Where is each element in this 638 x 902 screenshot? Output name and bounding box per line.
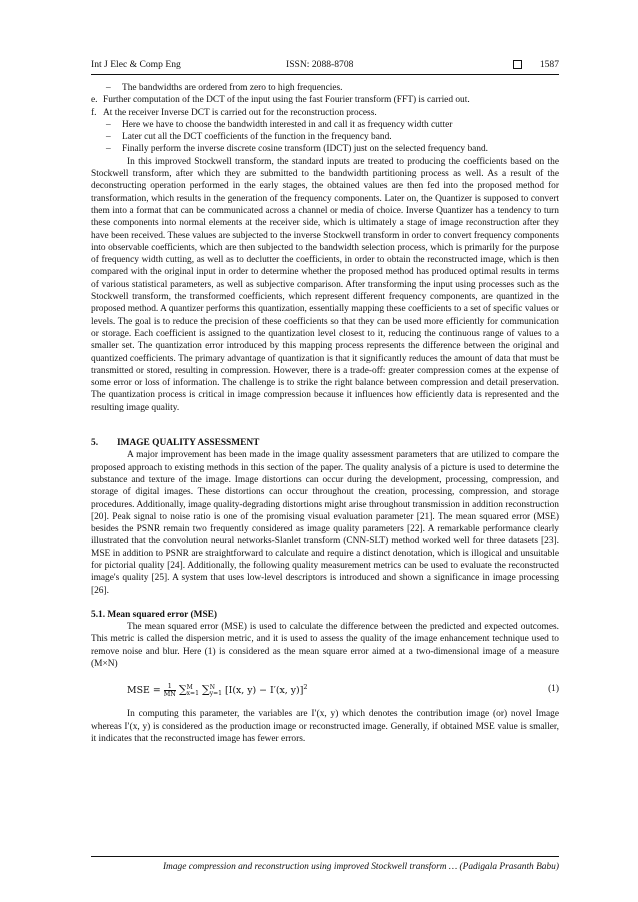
list-item — [91, 82, 559, 94]
list-item-text: Here we have to choose the bandwidth interested in and call it as frequency width cutter — [122, 119, 453, 130]
paragraph-mse: The mean squared error (MSE) is used to calculate the difference between the predicted and expected outcomes. This metric is called the dispersion metric, and it is used to assess the quality of the image enhancement technique used to remove noise and blur. Here (1) is considered as the mean square error aimed at a two-dimensional image of a measure (M×N) — [91, 622, 559, 670]
section-heading — [91, 437, 559, 449]
eq-sum-2: ∑ — [201, 683, 210, 697]
eq-sum-1-sup: M — [186, 683, 193, 691]
square-outline-icon — [513, 60, 522, 69]
eq-sum-2-sup: N — [209, 683, 215, 691]
item-text: At the receiver Inverse DCT is carried out for the reconstruction process. — [103, 107, 377, 118]
list-item — [91, 143, 559, 155]
footer-rule — [91, 856, 559, 857]
list-item-text: The bandwidths are ordered from zero to high frequencies. — [122, 83, 343, 93]
running-header — [91, 59, 559, 73]
equation-1 — [91, 676, 559, 702]
issn: ISSN: 2088-8708 — [286, 59, 354, 70]
page-number: 1587 — [539, 59, 559, 70]
item-label: f. — [91, 107, 97, 118]
header-right — [513, 59, 559, 70]
eq-sum-1: ∑ — [178, 683, 187, 697]
header-rule — [91, 74, 559, 75]
subsection-heading: 5.1. Mean squared error (MSE) — [91, 609, 218, 620]
eq-lhs: MSE = — [127, 685, 164, 697]
list-dash: – — [106, 119, 111, 130]
list-item-text: Finally perform the inverse discrete cosine transform (IDCT) just on the selected frequency band. — [122, 144, 489, 155]
paragraph-stockwell: In this improved Stockwell transform, the standard inputs are treated to producing the coefficients based on the Stockwell transform, after which they are submitted to the bandwidth partitioning process as well. As a result of the deconstructing operation performed in the early stages, the obtained values are then fed into the proposed method for transformation, which results in the generation of the frequency components. Later on, the Quantizer is supposed to convert them into a format that can be communicated across a channel or media of choice. Inverse Quantizer has a tendency to turn these components into normal elements at the receiver side, which is ultimately a stage of image reconstruction after they have been received. These values are subjected to the inverse Stockwell transform in order to convert frequency components into observable coefficients, which are then subjected to the bandwidth selection process, which is primarily for the purpose of frequency width cutting, as well as to declutter the coefficients, in order to obtain the reconstructed image, which is then compared with the original input in order to determine whether the proposed method has produced optimal results in terms of various statistical parameters, as well as subjective comparison. After transforming the input using processes such as the Stockwell transform, the transformed coefficients, which represent different frequency components, are quantized in the proposed method. A quantizer performs this quantization, essentially mapping these coefficients to a set of specific values or levels. The goal is to reduce the precision of these coefficients so that they can be used more efficiently for communication or storage. Each coefficient is assigned to the quantization level closest to it, reducing the continuous range of values to a smaller set. The quantization error introduced by this mapping process represents the difference between the original and quantized coefficients. The primary advantage of quantization is that it significantly reduces the amount of data that must be transmitted or stored, resulting in compression. However, there is a trade-off: greater compression comes at the expense of some error or loss of information. The challenge is to strike the right balance between compression and detail preservation. The quantization process is critical in image compression because it influences how efficiently data is represented and the resulting image quality. — [91, 156, 559, 413]
list-item-text: Later cut all the DCT coefficients of the function in the frequency band. — [122, 132, 392, 143]
eq-sum-1-sub: x=1 — [186, 689, 199, 697]
eq-fraction — [164, 683, 176, 698]
eq-sum-1-limits — [187, 685, 199, 697]
equation-body — [127, 681, 308, 698]
eq-sum-2-limits — [210, 685, 222, 697]
eq-power: 2 — [303, 683, 308, 692]
section-number: 5. — [91, 438, 99, 449]
eq-sum-2-sub: y=1 — [209, 689, 222, 697]
paragraph-variables: In computing this parameter, the variables are I′(x, y) which denotes the contribution image (or) novel Image whereas I′(x, y) is considered as the production image or reconstructed image. Generally, if obtained MSE value is smaller, it indicates that the reconstructed image has fewer errors. — [91, 709, 559, 744]
list-dash: – — [106, 83, 111, 93]
eq-frac-den: MN — [163, 690, 176, 699]
list-item — [91, 131, 559, 143]
main-text — [91, 82, 559, 745]
list-dash: – — [106, 132, 111, 143]
list-dash: – — [106, 144, 111, 155]
eq-frac-num: 1 — [164, 683, 176, 691]
equation-number: (1) — [548, 684, 559, 695]
lettered-item-e — [91, 94, 559, 106]
item-label: e. — [91, 95, 98, 106]
eq-expression: [I(x, y) − I′(x, y)] — [224, 685, 304, 697]
running-footer: Image compression and reconstruction using improved Stockwell transform … (Padigala Prasanth Babu) — [162, 862, 559, 872]
item-text: Further computation of the DCT of the input using the fast Fourier transform (FFT) is carried out. — [103, 95, 470, 106]
lettered-item-f — [91, 107, 559, 119]
section-title: IMAGE QUALITY ASSESSMENT — [117, 438, 260, 449]
list-item — [91, 119, 559, 131]
journal-name: Int J Elec & Comp Eng — [91, 59, 181, 70]
paragraph-quality: A major improvement has been made in the image quality assessment parameters that are utilized to compare the proposed approach to existing methods in this section of the paper. The quality analysis of a picture is used to determine the substance and texture of the image. Image distortions can occur during the development, processing, compression, and storage of digital images. These distortions can occur throughout the creation, processing, compression, and storage procedures. Additionally, image quality-degrading distortions might arise throughout transmission in addition reconstruction [20]. Peak signal to noise ratio is one of the promising visual evaluation parameter [21]. The mean squared error (MSE) besides the PSNR remain two frequently considered as image quality parameters [22]. A remarkable performance clearly illustrated that the convolution neural networks-Slanlet transform (CNN-SLT) method worked well for three datasets [23]. MSE in addition to PSNR are straightforward to calculate and require a distinct denotation, which is illogical and unsuitable for pictorial quality [24]. Additionally, the following quality measurement metrics can be used to evaluate the reconstructed image's quality [25]. A system that uses low-level descriptors is introduced and shown a significance in image processing [26]. — [91, 450, 559, 596]
